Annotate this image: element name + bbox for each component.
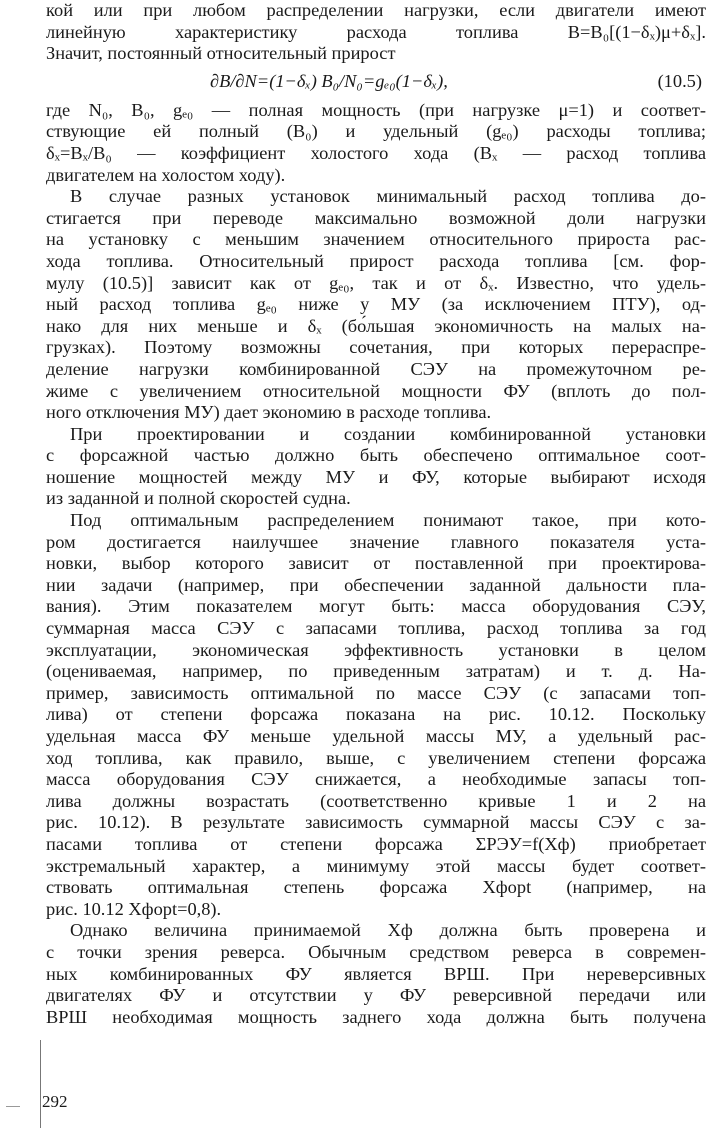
text-line: ных комбинированных ФУ является ВРШ. При нереверсивных: [46, 963, 706, 984]
text-line: с форсажной частью должно быть обеспечено оптимальное соот-: [46, 445, 706, 466]
text-line: ного отключения МУ) дает экономию в расходе топлива.: [46, 402, 492, 423]
text-line: ношение мощностей между МУ и ФУ, которые выбирают исходя: [46, 466, 706, 487]
paragraph: [46, 510, 706, 920]
formula-expression: ∂B/∂N=(1−δₓ) B₀/N₀=gₑ₀(1−δₓ),: [210, 70, 448, 91]
text-line: хода топлива. Относительный прирост расхода топлива [см. фор-: [46, 250, 706, 271]
text-line: масса оборудования СЭУ снижается, а необходимые запасы топ-: [46, 769, 706, 790]
text-line: экстремальный характер, а минимуму этой массы будет соответ-: [46, 855, 706, 876]
text-line: рис. 10.12 Xфopt=0,8).: [46, 898, 222, 919]
text-line: стигается при переводе максимально возможной доли нагрузки: [46, 207, 706, 228]
paragraph: [46, 186, 706, 424]
text-line: мулу (10.5)] зависит как от gₑ₀, так и от δₓ. Известно, что удель-: [46, 272, 706, 293]
text-line: ствующие ей полный (B₀) и удельный (gₑ₀) расходы топлива;: [46, 121, 706, 142]
text-line: жиме с увеличением относительной мощности ФУ (вплоть до пол-: [46, 380, 706, 401]
text-line: лива должны возрастать (соответственно кривые 1 и 2 на: [46, 790, 706, 811]
text-line: двигателях ФУ и отсутствии у ФУ реверсивной передачи или: [46, 985, 706, 1006]
text-line: вания). Этим показателем могут быть: масса оборудования СЭУ,: [46, 596, 706, 617]
text-line: деление нагрузки комбинированной СЭУ на промежуточном ре-: [46, 358, 706, 379]
page-body: [46, 0, 706, 1028]
text-line: ствовать оптимальная степень форсажа Xфopt (например, на: [46, 877, 706, 898]
paragraph: [46, 100, 706, 186]
text-line: δₓ=Bₓ/B₀ — коэффициент холостого хода (Bₓ — расход топлива: [46, 142, 706, 163]
text-line: пасами топлива от степени форсажа ΣPЭУ=f(Xф) приобретает: [46, 833, 706, 854]
text-line: Однако величина принимаемой Xф должна быть проверена и: [70, 920, 706, 941]
text-line: ный расход топлива gₑ₀ ниже у МУ (за исключением ПТУ), од-: [46, 294, 706, 315]
text-line: где N₀, B₀, gₑ₀ — полная мощность (при нагрузке μ=1) и соответ-: [46, 99, 706, 120]
formula-10-5: [46, 66, 706, 96]
text-line: эксплуатации, экономическая эффективность установки в целом: [46, 639, 706, 660]
text-line: ход топлива, как правило, выше, с увеличением степени форсажа: [46, 747, 706, 768]
text-line: Значит, постоянный относительный прирост: [46, 43, 396, 64]
text-line: Под оптимальным распределением понимают такое, при кото-: [70, 510, 706, 531]
text-line: рис. 10.12). В результате зависимость суммарной массы СЭУ с за-: [46, 812, 706, 833]
text-line: двигателем на холостом ходу).: [46, 164, 286, 185]
text-line: ром достигается наилучшее значение главного показателя уста-: [46, 531, 706, 552]
text-line: линейную характеристику расхода топлива B=B₀[(1−δₓ)μ+δₓ].: [46, 21, 706, 42]
paragraphs: [46, 100, 706, 1029]
text-line: лива) от степени форсажа показана на рис. 10.12. Поскольку: [46, 704, 706, 725]
page-number: 292: [42, 1092, 68, 1111]
text-line: суммарная масса СЭУ с запасами топлива, расход топлива за год: [46, 618, 706, 639]
text-line: с точки зрения реверса. Обычным средством реверса в современ-: [46, 941, 706, 962]
margin-tick: [6, 1106, 20, 1107]
formula-number: (10.5): [657, 70, 702, 91]
text-line: В случае разных установок минимальный расход топлива до-: [70, 186, 706, 207]
text-line: новки, выбор которого зависит от поставленной при проектирова-: [46, 553, 706, 574]
text-line: удельная масса ФУ меньше удельной массы МУ, а удельный рас-: [46, 726, 706, 746]
paragraph: [46, 920, 706, 1028]
top-text-block: [46, 0, 706, 65]
text-line: пример, зависимость оптимальной по массе СЭУ (с запасами топ-: [46, 682, 706, 703]
text-line: на установку с меньшим значением относительного прироста рас-: [46, 229, 706, 250]
text-line: нии задачи (например, при обеспечении заданной дальности пла-: [46, 574, 706, 595]
paragraph: [46, 424, 706, 510]
text-line: из заданной и полной скоростей судна.: [46, 488, 351, 509]
text-line: нако для них меньше и δₓ (бо́льшая экономичность на малых на-: [46, 315, 706, 336]
text-line: ВРШ необходимая мощность заднего хода должна быть получена: [46, 1006, 706, 1027]
text-line: кой или при любом распределении нагрузки, если двигатели имеют: [46, 0, 706, 20]
text-line: (оцениваемая, например, по приведенным затратам) и т. д. На-: [46, 661, 706, 682]
margin-rule: [40, 1040, 41, 1128]
text-line: грузках). Поэтому возможны сочетания, при которых перераспре-: [46, 337, 706, 358]
text-line: При проектировании и создании комбинированной установки: [70, 423, 706, 444]
